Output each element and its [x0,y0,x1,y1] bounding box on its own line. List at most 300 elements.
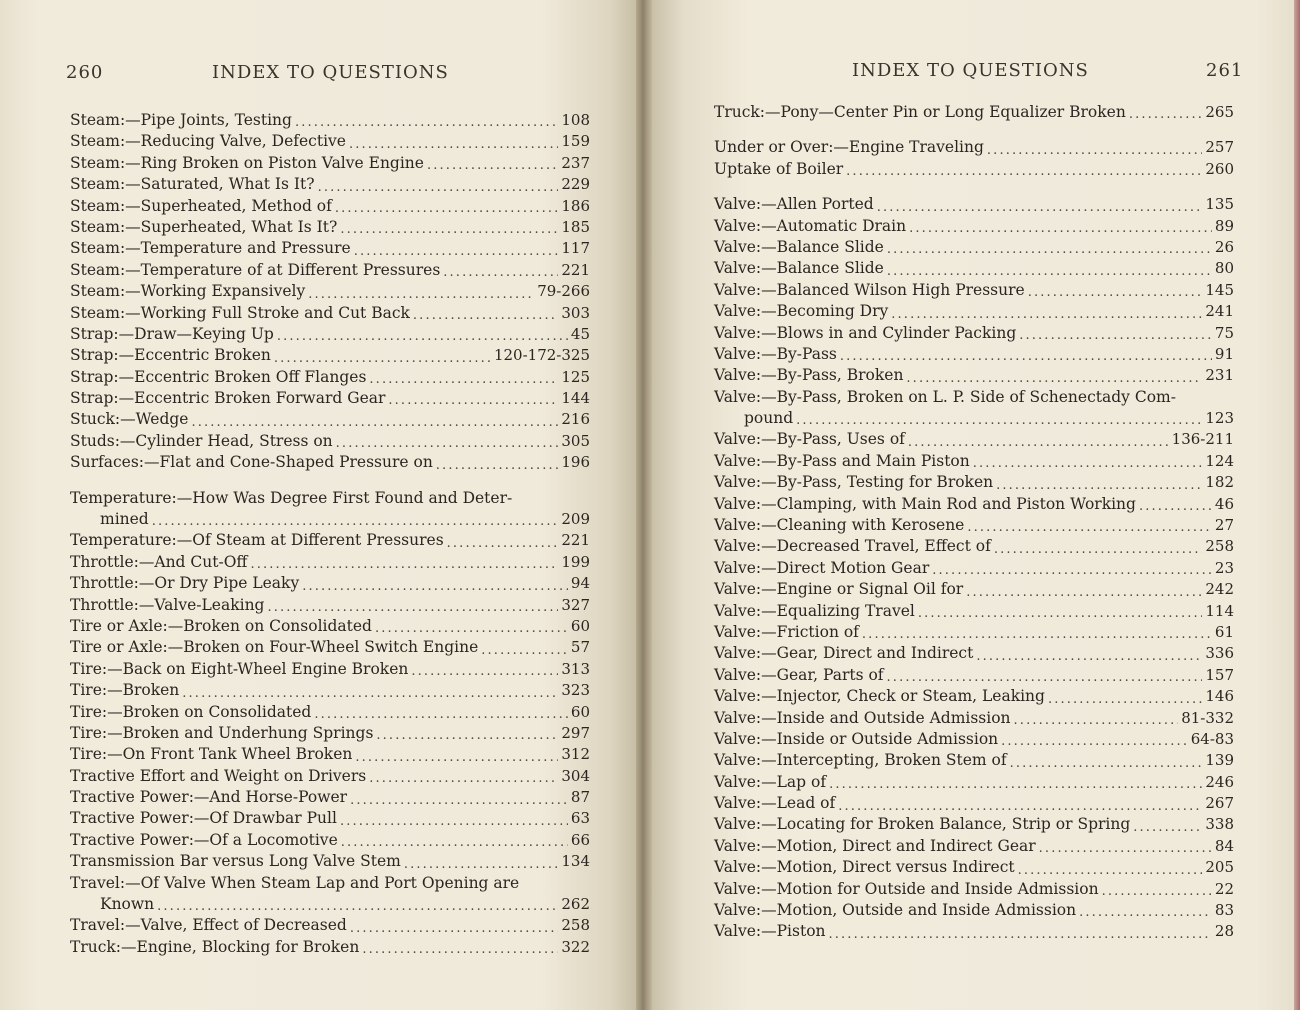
index-entry-page: 241 [1205,302,1234,321]
leader-dots [887,264,1212,280]
index-entry [714,258,1234,279]
index-entry-page: 205 [1205,858,1234,877]
leader-dots [308,287,534,303]
index-entry-text: Valve:—Motion, Direct and Indirect Gear [714,836,1036,855]
index-entry [70,452,590,473]
index-entry-page: 209 [561,510,590,529]
index-entry [70,552,590,573]
index-entry [70,174,590,195]
index-entry [714,515,1234,536]
index-entry-page: 83 [1214,901,1234,920]
leader-dots [443,265,558,281]
index-entry-page: 64-83 [1190,729,1234,748]
index-entry [70,680,590,701]
index-entry [714,301,1234,322]
index-entry-page: 117 [561,239,590,258]
leader-dots [250,557,558,573]
index-entry-text: Steam:—Ring Broken on Piston Valve Engine [70,153,424,172]
left-page [0,0,636,1010]
leader-dots [277,329,568,345]
index-entry-text: Stuck:—Wedge [70,410,189,429]
index-entry-text: Valve:—Balance Slide [714,259,884,278]
index-entry-page: 216 [561,410,590,429]
leader-dots [829,777,1202,793]
leader-dots [355,750,558,766]
index-entry-page: 262 [561,895,590,914]
leader-dots [1129,107,1203,123]
right-page-number: 261 [1206,60,1244,81]
index-entry-page: 125 [561,367,590,386]
index-entry-text: Tractive Power:—Of a Locomotive [70,830,338,849]
index-entry [70,131,590,152]
index-entry [714,857,1234,878]
leader-dots [335,201,558,217]
leader-dots [1139,499,1212,515]
index-entry-page: 139 [1205,751,1234,770]
index-entry-text: Valve:—By-Pass, Testing for Broken [714,473,994,492]
index-entry-page: 23 [1214,558,1234,577]
index-entry-text: Steam:—Working Expansively [70,282,306,301]
index-entry-page: 221 [561,260,590,279]
index-entry [70,509,590,530]
leader-dots [973,456,1203,472]
index-entry-page: 323 [561,681,590,700]
leader-dots [354,244,559,260]
index-entry-page: 89 [1214,216,1234,235]
index-entry-text: Valve:—Intercepting, Broken Stem of [714,751,1007,770]
index-entry-page: 27 [1214,516,1234,535]
index-entry-page: 258 [1205,537,1234,556]
leader-dots [1019,328,1212,344]
leader-dots [369,372,558,388]
index-entry-page: 28 [1214,922,1234,941]
leader-dots [388,393,558,409]
leader-dots [1028,285,1203,301]
index-entry-text: Valve:—Gear, Parts of [714,665,884,684]
index-entry-page: 81-332 [1181,708,1234,727]
index-entry [70,281,590,302]
index-entry-page: 185 [561,217,590,236]
index-entry-text: Valve:—Motion for Outside and Inside Admission [714,879,1099,898]
index-entry-page: 304 [561,766,590,785]
index-entry-page: 84 [1214,836,1234,855]
index-entry [70,787,590,808]
index-entry-page: 75 [1214,323,1234,342]
index-entry-text: Valve:—Inside or Outside Admission [714,729,999,748]
index-entry-text: Steam:—Saturated, What Is It? [70,175,315,194]
index-entry [714,686,1234,707]
index-entry-text: Valve:—Balanced Wilson High Pressure [714,280,1025,299]
leader-dots [350,793,568,809]
leader-dots [838,799,1202,815]
index-entry-page: 258 [561,916,590,935]
leader-dots [1010,756,1203,772]
index-entry-text: Steam:—Working Full Stroke and Cut Back [70,303,410,322]
leader-dots [891,307,1202,323]
leader-dots [996,478,1202,494]
leader-dots [349,137,558,153]
leader-dots [862,627,1212,643]
leader-dots [1048,692,1202,708]
index-entry-page: 327 [561,595,590,614]
index-entry [714,194,1234,215]
index-entry-text: Steam:—Superheated, Method of [70,196,332,215]
index-entry-page: 196 [561,453,590,472]
index-entry [714,237,1234,258]
index-entry-text: Valve:—Clamping, with Main Rod and Piston Working [714,494,1136,513]
index-entry-text: Valve:—Friction of [714,622,859,641]
index-entry [714,879,1234,900]
index-entry-text: Truck:—Engine, Blocking for Broken [70,937,360,956]
index-entry [714,451,1234,472]
index-entry-page: 26 [1214,237,1234,256]
index-entry-text: Throttle:—Valve-Leaking [70,595,265,614]
index-entry-page: 146 [1205,687,1234,706]
index-entry-text: Strap:—Eccentric Broken [70,346,271,365]
group-gap [714,180,1234,194]
right-running-head: INDEX TO QUESTIONS [852,60,1089,81]
index-entry-page: 135 [1205,195,1234,214]
index-entry-page: 237 [561,153,590,172]
leader-dots [918,606,1203,622]
leader-dots [340,814,568,830]
index-entry-text: Steam:—Superheated, What Is It? [70,217,338,236]
index-entry-page: 66 [570,830,590,849]
index-entry-page: 159 [561,132,590,151]
index-entry-page: 87 [570,788,590,807]
index-entry-text: Under or Over:—Engine Traveling [714,138,984,157]
index-entry-page: 322 [561,937,590,956]
index-entry-page: 123 [1205,409,1234,428]
index-entry-page: 46 [1214,494,1234,513]
left-page-number: 260 [66,62,104,83]
index-entry-text: Tractive Power:—And Horse-Power [70,788,348,807]
index-entry [70,723,590,744]
index-entry [714,323,1234,344]
index-entry-page: 242 [1205,580,1234,599]
index-entry-text: Valve:—Cleaning with Kerosene [714,516,965,535]
index-entry [70,616,590,637]
index-entry-page: 157 [1205,665,1234,684]
index-entry-text: Steam:—Pipe Joints, Testing [70,110,292,129]
leader-dots [829,927,1212,943]
leader-dots [413,308,558,324]
leader-dots [314,707,568,723]
index-entry-page: 312 [561,745,590,764]
leader-dots [341,835,568,851]
index-entry [70,217,590,238]
index-entry-text: Steam:—Reducing Valve, Defective [70,132,346,151]
book-gutter [636,0,652,1010]
index-entry-text: Valve:—By-Pass and Main Piston [714,451,970,470]
leader-dots [967,520,1212,536]
leader-dots [182,686,558,702]
index-entry [714,665,1234,686]
index-entry [714,472,1234,493]
index-entry-text: Tire or Axle:—Broken on Four-Wheel Switch Engine [70,638,479,657]
leader-dots [376,728,558,744]
leader-dots [994,542,1203,558]
index-entry [714,102,1234,123]
index-entry-text: Throttle:—And Cut-Off [70,552,248,571]
index-entry-text: Truck:—Pony—Center Pin or Long Equalizer Broken [714,102,1126,121]
index-entry [714,280,1234,301]
index-entry [70,809,590,830]
index-entry [70,238,590,259]
index-entry-text: Valve:—Motion, Direct versus Indirect [714,858,1015,877]
leader-dots [447,536,559,552]
group-gap [70,474,590,488]
index-entry-page: 186 [561,196,590,215]
right-page [652,0,1294,1010]
index-entry-text: Valve:—Gear, Direct and Indirect [714,644,974,663]
index-entry-page: 338 [1205,815,1234,834]
leader-dots [908,435,1169,451]
index-entry [714,708,1234,729]
index-entry-page: 303 [561,303,590,322]
index-entry-text: Valve:—Equalizing Travel [714,601,915,620]
index-entry-text: Tire:—Broken [70,681,180,700]
leader-dots [427,158,558,174]
index-entry-page: 22 [1214,879,1234,898]
index-entry [714,344,1234,365]
index-entry [714,137,1234,158]
index-entry [714,643,1234,664]
index-entry-page: 57 [570,638,590,657]
index-entry [714,216,1234,237]
leader-dots [846,164,1202,180]
index-entry-text: Strap:—Eccentric Broken Forward Gear [70,389,386,408]
left-running-head: INDEX TO QUESTIONS [212,62,449,83]
index-entry-page: 60 [570,702,590,721]
index-entry-continuation: mined [100,510,149,529]
index-entry [70,303,590,324]
index-entry [714,729,1234,750]
index-entry [70,595,590,616]
index-entry-text: Valve:—Lap of [714,772,827,791]
leader-dots [362,942,558,958]
index-entry-continuation: Known [100,895,155,914]
index-entry [70,530,590,551]
index-entry-text: Valve:—Locating for Broken Balance, Strip or Spring [714,815,1131,834]
leader-dots [436,458,559,474]
leader-dots [840,349,1212,365]
index-entry [714,622,1234,643]
index-entry-page: 265 [1205,102,1234,121]
leader-dots [1102,884,1212,900]
leader-dots [157,899,558,915]
index-entry [70,637,590,658]
index-entry [714,750,1234,771]
index-entry [70,324,590,345]
index-entry-text: Tire or Axle:—Broken on Consolidated [70,616,372,635]
leader-dots [966,585,1202,601]
index-entry [70,431,590,452]
index-entry-page: 336 [1205,644,1234,663]
index-entry-page: 60 [570,616,590,635]
leader-dots [909,221,1212,237]
index-entry-text: Valve:—Blows in and Cylinder Packing [714,323,1017,342]
index-entry-text: Valve:—Piston [714,922,826,941]
index-entry-page: 94 [570,574,590,593]
index-entry-text: Valve:—Balance Slide [714,237,884,256]
index-entry [70,830,590,851]
group-gap [714,123,1234,137]
index-entry-text: Valve:—By-Pass [714,344,837,363]
index-entry-page: 144 [561,389,590,408]
index-entry [714,429,1234,450]
index-entry-page: 297 [561,723,590,742]
index-entry [714,159,1234,180]
index-entry [714,494,1234,515]
index-entry [714,793,1234,814]
index-entry-text: Valve:—By-Pass, Broken on L. P. Side of Schenectady Com- [714,387,1176,406]
index-entry-text: Valve:—Engine or Signal Oil for [714,580,964,599]
index-entry-page: 145 [1205,280,1234,299]
leader-dots [877,200,1203,216]
leader-dots [152,514,559,530]
index-entry-text: Steam:—Temperature and Pressure [70,239,351,258]
index-entry-text: Valve:—Injector, Check or Steam, Leaking [714,687,1045,706]
index-entry-text: Steam:—Temperature of at Different Pressures [70,260,441,279]
index-entry-page: 229 [561,175,590,194]
index-entry-text: Temperature:—How Was Degree First Found and Deter- [70,488,513,507]
index-entry-text: Travel:—Valve, Effect of Decreased [70,916,347,935]
index-entry-text: Uptake of Boiler [714,159,844,178]
index-entry-page: 267 [1205,794,1234,813]
index-entry-text: Valve:—Direct Motion Gear [714,558,930,577]
index-entry-text: Tire:—Broken and Underhung Springs [70,723,374,742]
index-entry [70,744,590,765]
index-entry-page: 199 [561,552,590,571]
index-entry-page: 120-172-325 [493,346,590,365]
leader-dots [1018,863,1203,879]
index-entry-text: Throttle:—Or Dry Pipe Leaky [70,574,300,593]
index-entry [70,345,590,366]
index-entry [70,937,590,958]
leader-dots [887,670,1203,686]
index-entry [70,702,590,723]
index-entry-text: Tire:—Back on Eight-Wheel Engine Broken [70,659,409,678]
leader-dots [481,643,568,659]
index-entry [70,367,590,388]
leader-dots [295,115,558,131]
index-entry-text: Surfaces:—Flat and Cone-Shaped Pressure on [70,453,433,472]
index-entry-text: Strap:—Eccentric Broken Off Flanges [70,367,367,386]
index-entry-text: Valve:—By-Pass, Broken [714,366,904,385]
index-entry-page: 305 [561,431,590,450]
index-entry-continuation: pound [744,409,794,428]
leader-dots [976,649,1202,665]
index-entry-page: 182 [1205,473,1234,492]
leader-dots [302,579,568,595]
leader-dots [887,242,1212,258]
index-entry [70,409,590,430]
leader-dots [375,621,568,637]
leader-dots [906,371,1202,387]
index-entry-page: 257 [1205,138,1234,157]
index-entry-page: 313 [561,659,590,678]
index-entry [714,601,1234,622]
leader-dots [987,143,1202,159]
index-entry [714,579,1234,600]
index-entry-text: Temperature:—Of Steam at Different Pressures [70,531,444,550]
index-entry-text: Valve:—Becoming Dry [714,302,889,321]
index-entry-page: 45 [570,324,590,343]
leader-dots [318,180,559,196]
index-entry-page: 134 [561,852,590,871]
index-entry-text: Valve:—Decreased Travel, Effect of [714,537,991,556]
index-entry-page: 221 [561,531,590,550]
index-entry [70,573,590,594]
leader-dots [1133,820,1202,836]
index-entry-text: Valve:—Motion, Outside and Inside Admission [714,901,1077,920]
index-entry [70,915,590,936]
index-entry [714,815,1234,836]
index-entry [714,772,1234,793]
index-entry-page: 246 [1205,772,1234,791]
index-entry [714,408,1234,429]
leader-dots [1001,734,1188,750]
index-entry [714,921,1234,942]
index-entry [70,260,590,281]
index-entry-text: Tractive Effort and Weight on Drivers [70,766,367,785]
index-entry [714,558,1234,579]
index-entry-page: 80 [1214,259,1234,278]
index-entry-text: Valve:—Lead of [714,794,836,813]
index-entry [70,153,590,174]
index-entry-page: 114 [1205,601,1234,620]
index-entry-page: 231 [1205,366,1234,385]
right-index-entries [714,102,1234,943]
book-cover-edge [1294,0,1300,1010]
index-entry-text: Valve:—By-Pass, Uses of [714,430,905,449]
index-entry-text: Tractive Power:—Of Drawbar Pull [70,809,337,828]
leader-dots [411,664,558,680]
leader-dots [1079,905,1212,921]
leader-dots [796,413,1202,429]
index-entry [70,110,590,131]
index-entry-page: 61 [1214,622,1234,641]
left-index-entries [70,110,590,958]
index-entry-text: Strap:—Draw—Keying Up [70,324,274,343]
index-entry-text: Valve:—Automatic Drain [714,216,907,235]
index-entry-page: 136-211 [1171,430,1234,449]
index-entry [70,659,590,680]
index-entry-page: 79-266 [537,282,590,301]
index-entry [714,836,1234,857]
index-entry-text: Valve:—Inside and Outside Admission [714,708,1011,727]
index-entry [70,894,590,915]
index-entry-page: 124 [1205,451,1234,470]
index-entry-text: Valve:—Allen Ported [714,195,874,214]
leader-dots [369,771,558,787]
index-entry [70,196,590,217]
index-entry-text: Transmission Bar versus Long Valve Stem [70,852,401,871]
index-entry-text: Tire:—On Front Tank Wheel Broken [70,745,353,764]
leader-dots [932,563,1212,579]
leader-dots [267,600,558,616]
index-entry [70,766,590,787]
index-entry-page: 260 [1205,159,1234,178]
index-entry [714,365,1234,386]
leader-dots [191,415,558,431]
leader-dots [404,857,559,873]
index-entry-text: Studs:—Cylinder Head, Stress on [70,431,333,450]
index-entry [70,851,590,872]
leader-dots [1014,713,1179,729]
index-entry-text: Travel:—Of Valve When Steam Lap and Port Opening are [70,873,520,892]
